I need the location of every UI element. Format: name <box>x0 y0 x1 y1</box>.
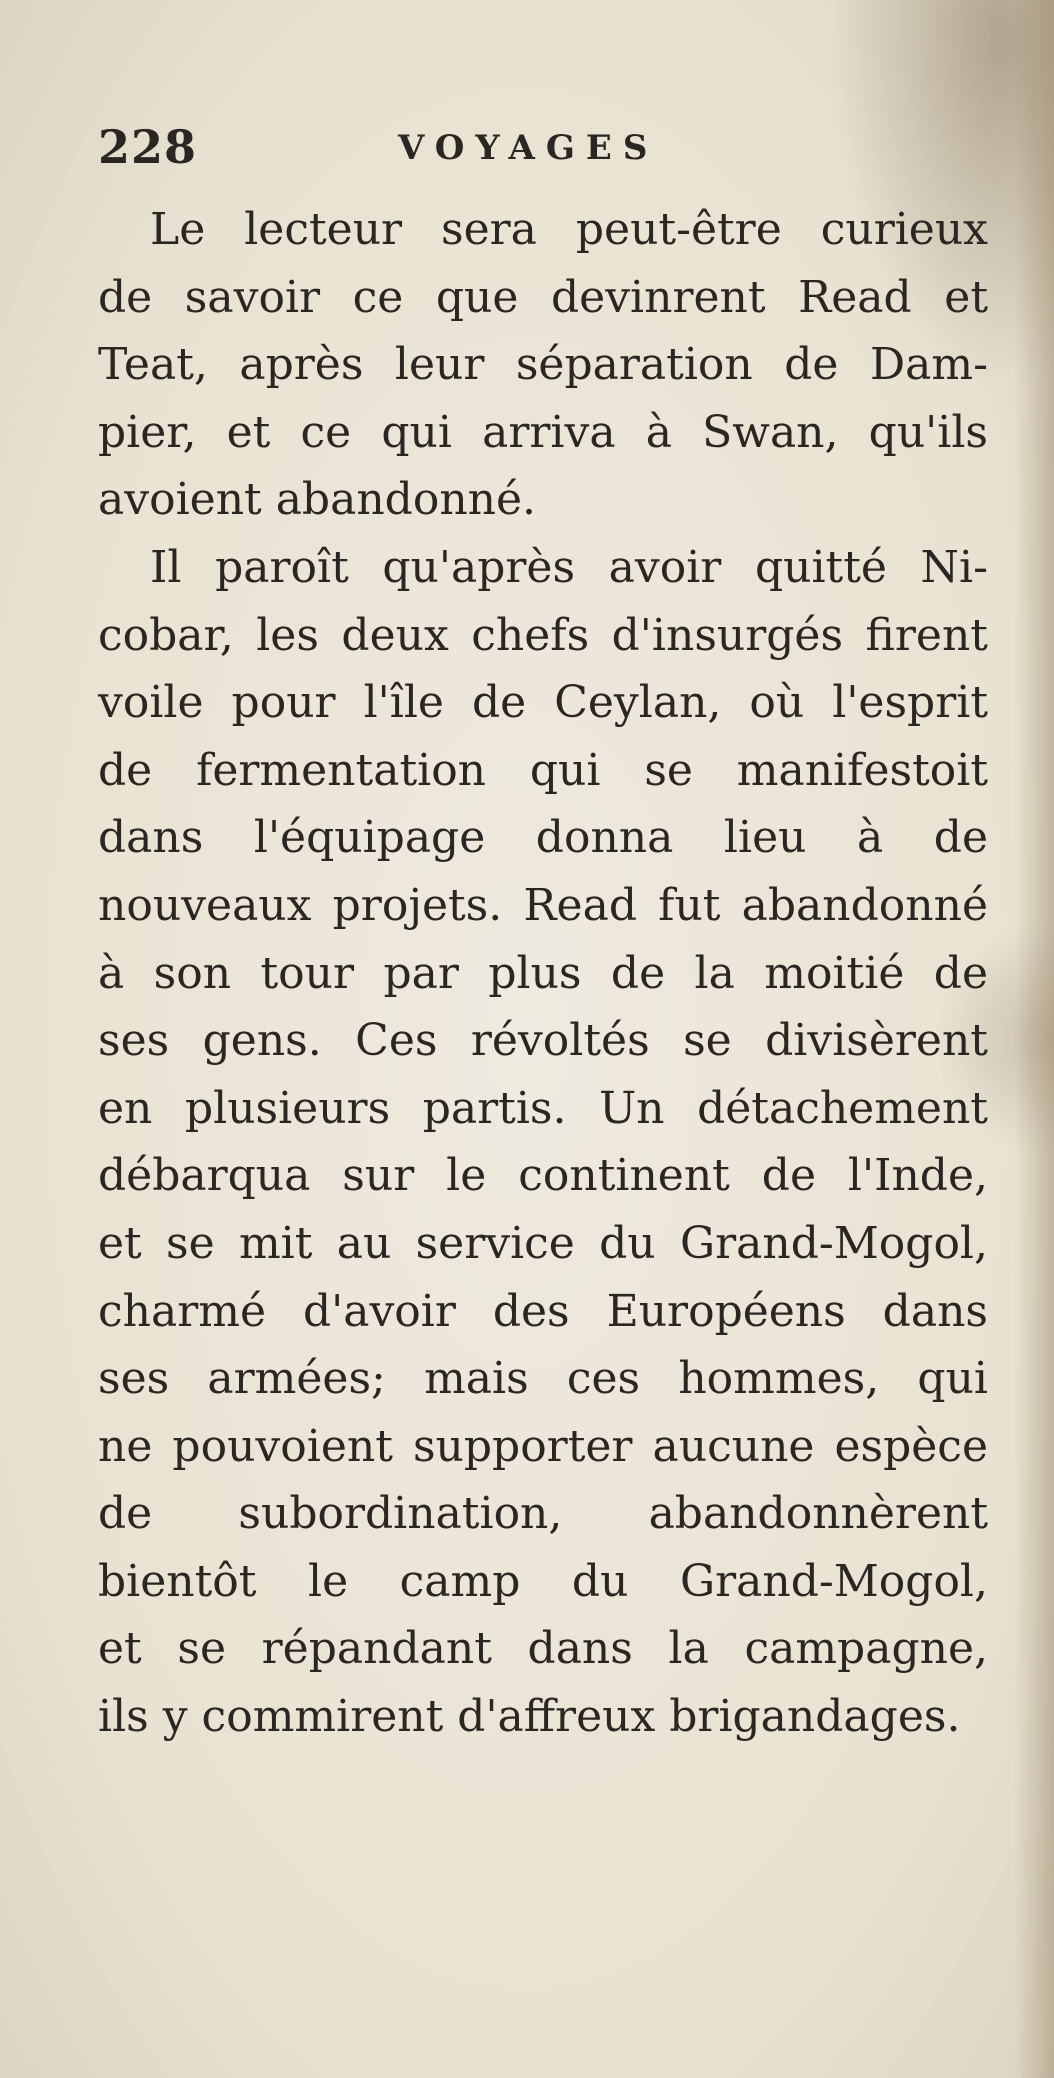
text-line: charmé d'avoir des Européens dans <box>98 1285 988 1337</box>
text-line: et se répandant dans la campagne, <box>98 1623 988 1675</box>
text-line: Le lecteur sera peut-être curieux <box>150 204 988 255</box>
text-line: de savoir ce que devinrent Read et <box>98 271 988 323</box>
text-line: en plusieurs partis. Un détachement <box>98 1082 988 1134</box>
page-number: 228 <box>98 120 198 174</box>
text-line: nouveaux projets. Read fut abandonné <box>98 879 988 931</box>
text-line: ils y commirent d'affreux brigandages. <box>98 1691 961 1743</box>
text-line: et se mit au service du Grand-Mogol, <box>98 1217 988 1269</box>
page-edge-shadow <box>1014 0 1054 2078</box>
text-line: ses gens. Ces révoltés se divisèrent <box>98 1015 988 1067</box>
text-line: de subordination, abandonnèrent <box>98 1488 988 1540</box>
text-line: voile pour l'île de Ceylan, où l'esprit <box>98 677 988 729</box>
text-line: cobar, les deux chefs d'insurgés firent <box>98 609 988 661</box>
text-line: de fermentation qui se manifestoit <box>98 744 988 796</box>
text-line: pier, et ce qui arriva à Swan, qu'ils <box>98 406 988 458</box>
text-line: dans l'équipage donna lieu à de <box>98 812 988 864</box>
text-line: ses armées; mais ces hommes, qui <box>98 1353 988 1405</box>
text-line: débarqua sur le continent de l'Inde, <box>98 1150 988 1202</box>
text-line: ne pouvoient supporter aucune espèce <box>98 1420 988 1472</box>
running-head: VOYAGES <box>398 128 659 168</box>
text-line: Teat, après leur séparation de Dam- <box>98 339 988 391</box>
text-line: bientôt le camp du Grand-Mogol, <box>98 1555 988 1607</box>
text-line: à son tour par plus de la moitié de <box>98 947 988 999</box>
text-line: Il paroît qu'après avoir quitté Ni- <box>150 541 988 593</box>
body-text <box>98 196 988 1751</box>
text-line: avoient abandonné. <box>98 474 537 526</box>
page-header <box>98 120 998 180</box>
